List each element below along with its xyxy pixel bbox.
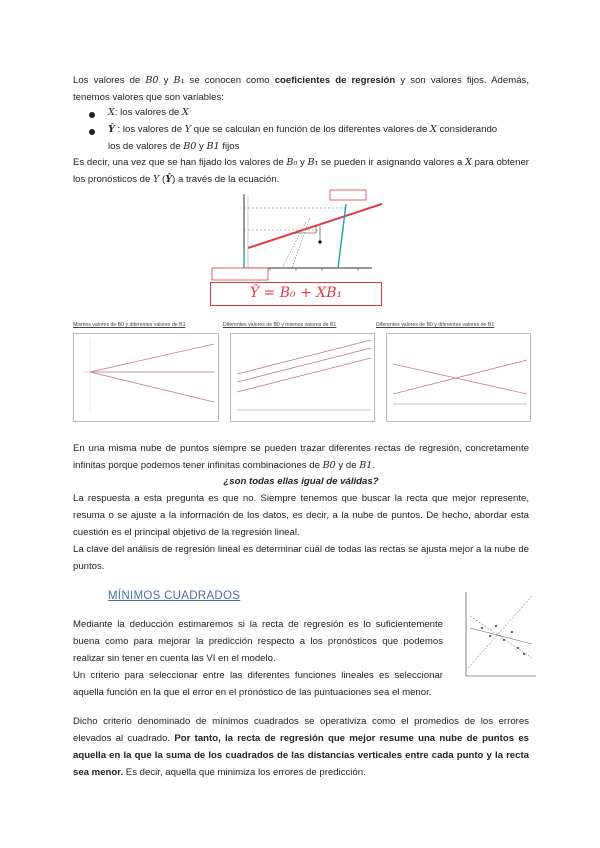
math-x: X	[182, 107, 189, 118]
text-fragment: ) a través de la ecuación.	[172, 174, 280, 185]
text-fragment: se pueden ir asignando valores a	[318, 157, 466, 168]
math-b1: B1	[359, 460, 373, 471]
paragraph-least-squares	[73, 713, 529, 781]
small-fig-3-svg	[387, 334, 530, 421]
scatter-figure-svg	[452, 588, 540, 688]
text-fragment: .	[372, 460, 376, 471]
text-fragment: y son valores fijos. Además, tenemos valores que son variables:	[73, 75, 530, 103]
data-point	[503, 639, 505, 641]
slope-label-box	[330, 190, 366, 200]
math-b0: B₀	[286, 157, 298, 168]
bold-conclusion: Por tanto, la recta de regresión que mejor resume una nube de puntos es aquella en la que la suma de los cuadrados de las distancias verticales entre cada punto y la recta sea menor.	[73, 733, 529, 778]
math-x: X	[465, 157, 472, 168]
bullet-dot	[89, 129, 95, 135]
bullet-item-x	[108, 104, 189, 121]
fig-line	[470, 628, 532, 644]
text-fragment: para obtener los pronósticos de	[73, 157, 529, 185]
regression-diagram	[210, 186, 390, 306]
text-fragment: Es decir, aquella que minimiza los errores de predicción.	[123, 767, 366, 778]
text-fragment: y de	[335, 460, 360, 471]
text-fragment: los de valores de	[108, 141, 184, 152]
text-fragment: Dicho criterio denominado de mínimos cuadrados se operativiza como el promedios de los errores elevados al cuadrado.	[73, 716, 529, 744]
paragraph-answer: La respuesta a esta pregunta es que no. Siempre tenemos que buscar la recta que mejor represente, resuma o se ajuste a la información de los datos, es decir, a la nube de puntos. De hecho, abordar esta cuestión es el principal objetivo de la regresión lineal.	[73, 493, 529, 538]
math-yhat: Ŷ	[165, 174, 173, 185]
text-fragment: considerando	[436, 124, 498, 135]
text-fragment: En una misma nube de puntos siempre se pueden trazar diferentes rectas de regresión, concretamente infinitas porque podemos tener infinitas combinaciones de	[73, 443, 529, 471]
question-heading: ¿son todas ellas igual de válidas?	[223, 476, 379, 487]
paragraph-key-analysis: La clave del análisis de regresión lineal es determinar cuál de todas las rectas se ajusta mejor a la nube de puntos.	[73, 544, 529, 572]
math-b0: B0	[145, 75, 159, 86]
math-b1: B1	[206, 141, 220, 152]
paragraph-deduction: Mediante la deducción estimaremos si la recta de regresión es lo suficientemente buena como para mejorar la predicción respecto a los pronósticos que podemos realizar sin tener en cuenta las VI en el modelo.	[73, 619, 443, 664]
math-b1: B₁	[307, 157, 319, 168]
text-fragment: se conocen como	[184, 75, 275, 86]
scatter-figure	[452, 588, 540, 688]
section-heading-minimos-cuadrados: MÍNIMOS CUADRADOS	[108, 590, 241, 602]
small-fig-1-svg	[74, 334, 218, 421]
text-fragment: (	[159, 174, 166, 185]
small-fig-2	[230, 333, 375, 422]
text-fragment: : los valores de	[114, 124, 185, 135]
equation-box	[210, 282, 382, 306]
slope-arrow	[338, 204, 346, 268]
text-fragment: y	[297, 157, 308, 168]
data-point	[489, 635, 491, 637]
text-fragment: Es decir, una vez que se han fijado los valores de	[73, 157, 287, 168]
fig-title-same-b0: Mismos valores de B0 y diferentes valores de B1	[73, 322, 186, 328]
fig-line	[470, 616, 532, 658]
text-fragment: Los valores de	[73, 75, 146, 86]
dotted-connector	[292, 218, 310, 268]
math-x: X	[108, 107, 115, 118]
small-fig-3	[386, 333, 531, 422]
math-y: Y	[184, 124, 192, 135]
regression-equation: Ŷ = B₀ + XB₁	[249, 285, 343, 301]
bold-term: coeficientes de regresión	[274, 75, 396, 86]
data-point	[523, 653, 525, 655]
paragraph-assign-values	[73, 154, 529, 188]
text-fragment: que se calculan en función de los diferentes valores de	[191, 124, 430, 135]
text-fragment: : los valores de	[114, 107, 183, 118]
fig-line	[237, 340, 371, 374]
fig-line	[237, 348, 371, 382]
small-fig-2-svg	[231, 334, 374, 421]
fig-line	[90, 344, 214, 372]
fig-line	[393, 364, 527, 394]
fig-line	[237, 358, 371, 392]
fig-title-different: Diferentes valores de B0 y diferentes valores de B1	[376, 322, 495, 328]
data-point	[318, 240, 321, 243]
intercept-label-box	[212, 268, 268, 280]
fig-line	[468, 596, 532, 668]
bullet-continuation	[108, 138, 239, 155]
math-yhat: Ŷ	[108, 124, 115, 135]
paragraph-infinite-lines	[73, 440, 529, 474]
intro-paragraph	[73, 72, 529, 106]
small-fig-1	[73, 333, 219, 422]
bullet-dot	[89, 112, 95, 118]
text-fragment: y	[196, 141, 207, 152]
fig-line	[393, 360, 527, 394]
fig-line	[90, 372, 214, 402]
math-b1: B₁	[173, 75, 185, 86]
math-b0: B0	[322, 460, 336, 471]
paragraph-criterion: Un criterio para seleccionar entre las diferentes funciones lineales es seleccionar aquella función en la que el error en el pronóstico de las puntuaciones sea el menor.	[73, 670, 443, 698]
dotted-connector	[282, 222, 306, 268]
text-fragment: y	[158, 75, 174, 86]
math-b0: B0	[183, 141, 197, 152]
text-fragment: fijos	[219, 141, 240, 152]
data-point	[511, 631, 513, 633]
data-point	[481, 627, 483, 629]
math-y: Y	[153, 174, 160, 185]
data-point	[517, 647, 519, 649]
fig-title-same-b1: Diferentes valores de B0 y mismos valores de B1	[223, 322, 337, 328]
bullet-item-yhat	[108, 121, 529, 138]
math-x: X	[430, 124, 437, 135]
regression-line	[248, 204, 382, 248]
data-point	[495, 625, 497, 627]
